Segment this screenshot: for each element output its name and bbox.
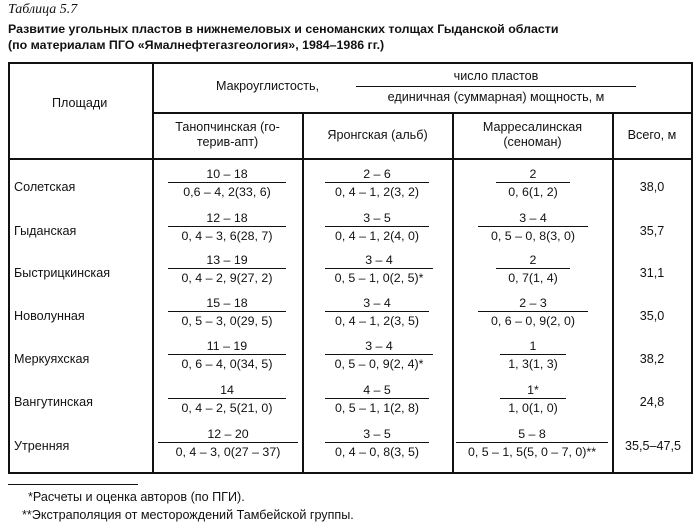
cell-fraction	[496, 253, 570, 285]
header-col-line: Марресалинская	[482, 120, 583, 134]
cell-fraction	[168, 383, 286, 415]
denominator: 0, 5 – 1, 5(5, 0 – 7, 0)**	[456, 442, 608, 459]
denominator: 0, 4 – 1, 2(3, 5)	[325, 311, 429, 328]
denominator: 1, 3(1, 3)	[500, 354, 566, 371]
cell-fraction	[325, 296, 429, 328]
header-col-line: терив-апт)	[196, 135, 259, 149]
header-bottom-rule	[8, 158, 692, 160]
denominator: 0, 5 – 0, 8(3, 0)	[478, 226, 588, 243]
numerator: 14	[220, 383, 234, 397]
row-total: 38,0	[639, 180, 665, 194]
numerator: 12 – 18	[206, 211, 248, 225]
title-line: (по материалам ПГО «Ямалнефтегазгеология», 1984–1986 гг.)	[8, 38, 385, 52]
cell-fraction	[325, 167, 429, 199]
table-title	[8, 21, 692, 53]
numerator: 2 – 3	[519, 296, 547, 310]
denominator: 0, 4 – 3, 0(27 – 37)	[158, 442, 298, 459]
cell-fraction	[478, 296, 588, 328]
cell-fraction	[168, 167, 286, 199]
header-col-total: Всего, м	[627, 128, 677, 142]
denominator: 0, 6 – 0, 9(2, 0)	[478, 311, 588, 328]
numerator: 13 – 19	[206, 253, 248, 267]
denominator: 0, 5 – 1, 0(2, 5)*	[325, 268, 433, 285]
numerator: 3 – 4	[365, 253, 393, 267]
row-total: 35,7	[639, 224, 665, 238]
cell-fraction	[325, 253, 433, 285]
row-area: Солетская	[14, 180, 76, 194]
numerator: 4 – 5	[363, 383, 391, 397]
denominator: 0, 4 – 2, 9(27, 2)	[168, 268, 286, 285]
row-area: Гыданская	[14, 224, 77, 238]
column-divider	[452, 113, 454, 474]
header-areas: Площади	[52, 96, 108, 110]
numerator: 1	[529, 339, 537, 353]
numerator: 2	[529, 253, 537, 267]
header-coal-label: Макроуглистость,	[216, 79, 320, 93]
numerator: 3 – 5	[363, 211, 391, 225]
header-coal-denominator: единичная (суммарная) мощность, м	[387, 90, 605, 104]
title-line: Развитие угольных пластов в нижнемеловых и сеноманских толщах Гыданской области	[8, 22, 559, 36]
denominator: 1, 0(1, 0)	[500, 398, 566, 415]
footnote: **Экстраполяция от месторождений Тамбейской группы.	[22, 508, 354, 522]
cell-fraction	[325, 211, 429, 243]
numerator: 12 – 20	[207, 427, 249, 441]
cell-fraction	[168, 211, 286, 243]
table-number: Таблица 5.7	[8, 2, 78, 17]
denominator: 0, 4 – 2, 5(21, 0)	[168, 398, 286, 415]
cell-fraction	[168, 253, 286, 285]
denominator: 0, 4 – 1, 2(3, 2)	[325, 182, 429, 199]
numerator: 2	[529, 167, 537, 181]
denominator: 0, 6(1, 2)	[496, 182, 570, 199]
table-top-border	[8, 62, 692, 64]
denominator: 0, 5 – 0, 9(2, 4)*	[325, 354, 433, 371]
denominator: 0, 4 – 0, 8(3, 5)	[325, 442, 429, 459]
denominator: 0, 5 – 3, 0(29, 5)	[168, 311, 286, 328]
denominator: 0, 5 – 1, 1(2, 8)	[325, 398, 429, 415]
header-col-line: (сеноман)	[503, 135, 562, 149]
column-divider	[612, 113, 614, 474]
row-total: 31,1	[639, 266, 665, 280]
row-area: Новолунная	[14, 309, 85, 323]
row-total: 24,8	[639, 395, 665, 409]
denominator: 0, 6 – 4, 0(34, 5)	[168, 354, 286, 371]
header-col-yarongskaya: Яронгская (альб)	[327, 128, 428, 142]
row-total: 35,5–47,5	[624, 439, 682, 453]
numerator: 3 – 4	[363, 296, 391, 310]
cell-fraction	[325, 427, 429, 459]
row-total: 38,2	[639, 352, 665, 366]
table-bottom-border	[8, 472, 692, 474]
cell-fraction	[325, 339, 433, 371]
numerator: 1*	[527, 383, 539, 397]
numerator: 11 – 19	[206, 339, 248, 353]
cell-fraction	[496, 167, 570, 199]
row-total: 35,0	[639, 309, 665, 323]
cell-fraction	[158, 427, 298, 459]
row-area: Быстрицкинская	[14, 266, 111, 280]
footnote-rule	[8, 484, 138, 485]
cell-fraction	[456, 427, 608, 459]
row-area: Меркуяхская	[14, 352, 90, 366]
header-mid-rule	[152, 112, 692, 114]
cell-fraction	[325, 383, 429, 415]
denominator: 0, 4 – 3, 6(28, 7)	[168, 226, 286, 243]
numerator: 10 – 18	[206, 167, 248, 181]
denominator: 0, 7(1, 4)	[496, 268, 570, 285]
denominator: 0,6 – 4, 2(33, 6)	[168, 182, 286, 199]
numerator: 3 – 5	[363, 427, 391, 441]
cell-fraction	[500, 383, 566, 415]
header-col-tanopchinskaya	[153, 120, 302, 150]
header-col-marresalinskaya	[453, 120, 612, 150]
header-col-line: Танопчинская (го-	[175, 120, 280, 134]
column-divider	[302, 113, 304, 474]
numerator: 3 – 4	[519, 211, 547, 225]
row-area: Утренняя	[14, 439, 70, 453]
table-left-border	[8, 62, 10, 474]
numerator: 15 – 18	[206, 296, 248, 310]
cell-fraction	[168, 296, 286, 328]
numerator: 3 – 4	[365, 339, 393, 353]
denominator: 0, 4 – 1, 2(4, 0)	[325, 226, 429, 243]
header-fraction-bar	[356, 86, 636, 87]
numerator: 5 – 8	[518, 427, 546, 441]
cell-fraction	[500, 339, 566, 371]
cell-fraction	[168, 339, 286, 371]
numerator: 2 – 6	[363, 167, 391, 181]
row-area: Вангутинская	[14, 395, 93, 409]
cell-fraction	[478, 211, 588, 243]
table-right-border	[691, 62, 693, 474]
header-coal-numerator: число пластов	[453, 69, 539, 83]
footnote: *Расчеты и оценка авторов (по ПГИ).	[28, 490, 245, 504]
